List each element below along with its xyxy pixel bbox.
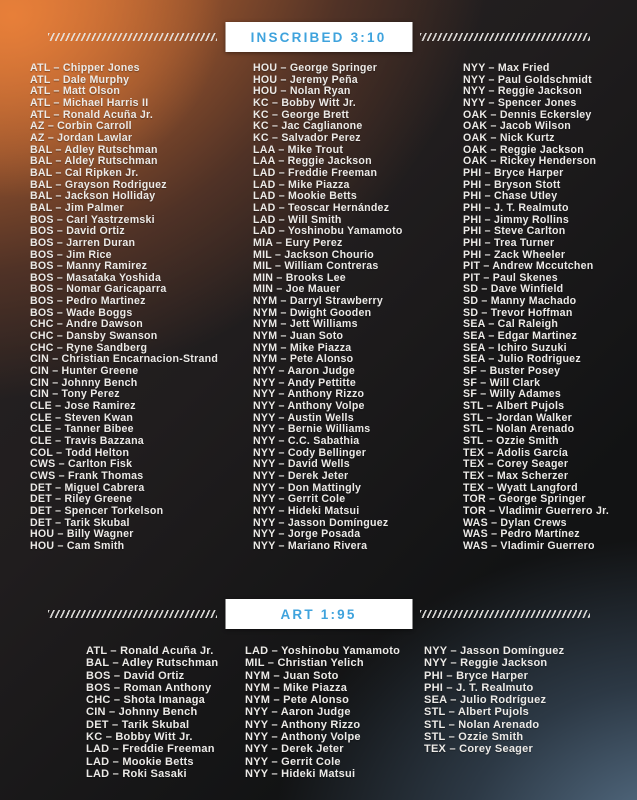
- player-entry: SF – Buster Posey: [463, 365, 561, 378]
- inscribed-title-box: [225, 22, 412, 52]
- art-column-3: [424, 645, 564, 756]
- player-entry: BAL – Aldey Rutschman: [30, 155, 158, 168]
- art-column-1: [86, 645, 218, 780]
- player-entry: ATL – Ronald Acuña Jr.: [86, 645, 214, 657]
- player-entry: DET – Miguel Cabrera: [30, 481, 145, 494]
- player-entry: LAD – Roki Sasaki: [86, 767, 187, 780]
- inscribed-column-1: [30, 63, 218, 553]
- art-title: ART 1:95: [280, 606, 357, 622]
- player-entry: LAD – Yoshinobu Yamamoto: [253, 225, 403, 238]
- player-entry: MIN – Brooks Lee: [253, 271, 346, 284]
- player-entry: BOS – Carl Yastrzemski: [30, 213, 155, 226]
- player-entry: NYY – Hideki Matsui: [245, 767, 356, 780]
- player-entry: NYM – Juan Soto: [253, 330, 344, 343]
- player-entry: HOU – Billy Wagner: [30, 528, 134, 541]
- player-entry: KC – Bobby Witt Jr.: [86, 731, 193, 744]
- player-entry: SEA – Julio Rodriguez: [463, 353, 581, 366]
- player-entry: NYM – Darryl Strawberry: [253, 295, 383, 308]
- player-entry: CIN – Christian Encarnacion-Strand: [30, 353, 219, 366]
- hatch-stripe-left-icon: [48, 33, 217, 41]
- player-entry: CLE – Tanner Bibee: [30, 423, 134, 436]
- inscribed-header: [0, 22, 637, 52]
- player-entry: BAL – Adley Rutschman: [86, 657, 219, 670]
- player-entry: KC – Salvador Perez: [253, 131, 361, 144]
- player-entry: STL – Albert Pujols: [463, 400, 565, 413]
- hatch-stripe-left-icon: [48, 610, 217, 618]
- player-entry: OAK – Reggie Jackson: [463, 143, 584, 156]
- player-entry: CHC – Ryne Sandberg: [30, 341, 148, 354]
- player-entry: CWS – Carlton Fisk: [30, 458, 133, 471]
- player-entry: BOS – Nomar Garicaparra: [30, 283, 167, 296]
- player-entry: NYY – Aaron Judge: [245, 706, 351, 719]
- player-entry: BOS – Pedro Martinez: [30, 295, 146, 308]
- player-entry: NYM – Pete Alonso: [253, 353, 354, 366]
- player-entry: NYM – Jett Williams: [253, 318, 358, 331]
- player-entry: NYY – Reggie Jackson: [463, 85, 583, 98]
- player-entry: STL – Nolan Arenado: [463, 423, 575, 436]
- player-entry: SEA – Cal Raleigh: [463, 318, 559, 331]
- player-entry: NYY – David Wells: [253, 458, 350, 471]
- player-entry: CHC – Dansby Swanson: [30, 330, 158, 343]
- player-entry: NYY – Jasson Domínguez: [253, 516, 389, 529]
- player-entry: BOS – Roman Anthony: [86, 681, 212, 694]
- player-entry: STL – Jordan Walker: [463, 411, 572, 424]
- player-entry: NYY – Anthony Volpe: [245, 731, 361, 744]
- player-entry: PHI – Steve Carlton: [463, 225, 566, 238]
- player-entry: CIN – Tony Perez: [30, 388, 120, 401]
- player-entry: STL – Albert Pujols: [424, 706, 529, 719]
- player-entry: CLE – Steven Kwan: [30, 411, 134, 424]
- player-entry: STL – Ozzie Smith: [463, 435, 559, 447]
- art-column-2: [245, 645, 400, 780]
- player-entry: ATL – Dale Murphy: [30, 73, 130, 86]
- player-entry: SEA – Edgar Martinez: [463, 330, 578, 343]
- player-entry: TOR – George Springer: [463, 493, 586, 506]
- player-entry: LAD – Will Smith: [253, 213, 342, 226]
- player-entry: HOU – Cam Smith: [30, 539, 125, 552]
- player-entry: MIL – William Contreras: [253, 260, 379, 273]
- player-entry: STL – Ozzie Smith: [424, 731, 524, 744]
- inscribed-column-3: [463, 63, 609, 553]
- player-entry: LAD – Mookie Betts: [253, 190, 357, 203]
- player-entry: BAL – Jackson Holliday: [30, 190, 156, 203]
- player-entry: NYY – Gerrit Cole: [253, 493, 346, 506]
- player-entry: CIN – Johnny Bench: [30, 376, 138, 389]
- player-entry: NYY – Cody Bellinger: [253, 446, 367, 459]
- player-entry: MIA – Eury Perez: [253, 236, 343, 249]
- player-entry: NYY – C.C. Sabathia: [253, 435, 360, 447]
- player-entry: SEA – Ichiro Suzuki: [463, 341, 567, 354]
- player-entry: ATL – Michael Harris II: [30, 96, 149, 109]
- player-entry: NYY – Anthony Rizzo: [253, 388, 365, 401]
- player-entry: PHI – J. T. Realmuto: [463, 201, 569, 214]
- player-entry: LAA – Reggie Jackson: [253, 155, 372, 168]
- player-entry: CHC – Shota Imanaga: [86, 694, 206, 707]
- player-entry: LAD – Mike Piazza: [253, 178, 350, 191]
- player-entry: ATL – Matt Olson: [30, 85, 121, 98]
- player-entry: NYY – Derek Jeter: [253, 469, 349, 482]
- player-entry: SD – Trevor Hoffman: [463, 306, 573, 319]
- player-entry: NYM – Mike Piazza: [253, 341, 352, 354]
- player-entry: ATL – Chipper Jones: [30, 62, 140, 74]
- player-entry: OAK – Jacob Wilson: [463, 120, 572, 133]
- player-entry: NYY – Andy Pettitte: [253, 376, 357, 389]
- player-entry: LAD – Mookie Betts: [86, 755, 194, 768]
- player-entry: MIL – Christian Yelich: [245, 657, 364, 670]
- player-entry: SEA – Julio Rodríguez: [424, 694, 547, 707]
- player-entry: MIN – Joe Mauer: [253, 283, 341, 296]
- player-entry: AZ – Corbin Carroll: [30, 120, 132, 133]
- player-entry: ATL – Ronald Acuña Jr.: [30, 108, 154, 121]
- player-entry: NYY – Don Mattingly: [253, 481, 362, 494]
- player-entry: HOU – Jeremy Peña: [253, 73, 358, 86]
- player-entry: CIN – Johnny Bench: [86, 706, 198, 719]
- player-entry: TEX – Corey Seager: [463, 458, 569, 471]
- player-entry: BOS – David Ortiz: [30, 225, 125, 238]
- player-entry: BAL – Jim Palmer: [30, 201, 124, 214]
- player-entry: NYM – Juan Soto: [245, 669, 339, 682]
- player-entry: NYY – Max Fried: [463, 62, 550, 74]
- player-entry: PHI – Bryce Harper: [424, 669, 529, 682]
- player-entry: OAK – Dennis Eckersley: [463, 108, 592, 121]
- player-entry: OAK – Nick Kurtz: [463, 131, 555, 144]
- player-entry: WAS – Dylan Crews: [463, 516, 567, 529]
- art-header: [0, 599, 637, 629]
- player-entry: LAA – Mike Trout: [253, 143, 344, 156]
- player-entry: NYY – Anthony Volpe: [253, 400, 365, 413]
- player-entry: DET – Riley Greene: [30, 493, 133, 506]
- player-entry: PHI – Trea Turner: [463, 236, 555, 249]
- player-entry: PHI – Jimmy Rollins: [463, 213, 570, 226]
- player-entry: CLE – Jose Ramirez: [30, 400, 136, 413]
- player-entry: CIN – Hunter Greene: [30, 365, 139, 378]
- player-entry: NYY – Reggie Jackson: [424, 657, 548, 670]
- player-entry: PHI – Zack Wheeler: [463, 248, 566, 261]
- player-entry: NYY – Hideki Matsui: [253, 504, 360, 517]
- player-entry: BAL – Cal Ripken Jr.: [30, 166, 139, 179]
- player-entry: NYM – Dwight Gooden: [253, 306, 372, 319]
- player-entry: BOS – Wade Boggs: [30, 306, 133, 319]
- player-entry: NYY – Bernie Williams: [253, 423, 371, 436]
- player-entry: TOR – Vladimir Guerrero Jr.: [463, 504, 610, 517]
- player-entry: PHI – J. T. Realmuto: [424, 681, 534, 694]
- player-entry: KC – George Brett: [253, 108, 350, 121]
- hatch-stripe-right-icon: [420, 610, 590, 618]
- player-entry: CLE – Travis Bazzana: [30, 435, 144, 447]
- inscribed-title: INSCRIBED 3:10: [250, 29, 387, 45]
- player-entry: KC – Jac Caglianone: [253, 120, 363, 133]
- player-entry: PHI – Chase Utley: [463, 190, 558, 203]
- player-entry: CHC – Andre Dawson: [30, 318, 144, 331]
- player-entry: HOU – George Springer: [253, 62, 378, 74]
- player-entry: KC – Bobby Witt Jr.: [253, 96, 356, 109]
- player-entry: NYM – Mike Piazza: [245, 681, 348, 694]
- player-entry: NYY – Jasson Domínguez: [424, 645, 565, 657]
- player-entry: LAD – Yoshinobu Yamamoto: [245, 645, 401, 657]
- player-entry: BOS – Manny Ramirez: [30, 260, 148, 273]
- player-entry: PIT – Paul Skenes: [463, 271, 558, 284]
- player-entry: PHI – Bryce Harper: [463, 166, 564, 179]
- player-entry: BAL – Adley Rutschman: [30, 143, 158, 156]
- art-title-box: [225, 599, 412, 629]
- player-entry: BOS – Masataka Yoshida: [30, 271, 162, 284]
- player-entry: DET – Tarik Skubal: [30, 516, 130, 529]
- hatch-stripe-right-icon: [420, 33, 590, 41]
- player-entry: COL – Todd Helton: [30, 446, 130, 459]
- player-entry: NYY – Spencer Jones: [463, 96, 577, 109]
- player-entry: NYY – Gerrit Cole: [245, 755, 341, 768]
- player-entry: WAS – Pedro Martínez: [463, 528, 580, 541]
- player-entry: MIL – Jackson Chourio: [253, 248, 375, 261]
- player-entry: PHI – Bryson Stott: [463, 178, 561, 191]
- player-entry: NYY – Austin Wells: [253, 411, 354, 424]
- player-entry: SD – Dave Winfield: [463, 283, 564, 296]
- player-entry: DET – Spencer Torkelson: [30, 504, 164, 517]
- player-entry: STL – Nolan Arenado: [424, 718, 540, 731]
- player-entry: OAK – Rickey Henderson: [463, 155, 597, 168]
- player-entry: NYY – Anthony Rizzo: [245, 718, 361, 731]
- player-entry: NYY – Mariano Rivera: [253, 539, 368, 552]
- player-entry: LAD – Freddie Freeman: [86, 743, 215, 756]
- player-entry: DET – Tarik Skubal: [86, 718, 190, 731]
- player-entry: TEX – Wyatt Langford: [463, 481, 578, 494]
- player-entry: TEX – Max Scherzer: [463, 469, 569, 482]
- player-entry: CWS – Frank Thomas: [30, 469, 144, 482]
- player-entry: NYY – Jorge Posada: [253, 528, 361, 541]
- player-entry: SF – Will Clark: [463, 376, 541, 389]
- player-entry: PIT – Andrew Mccutchen: [463, 260, 594, 273]
- player-entry: TEX – Corey Seager: [424, 743, 534, 756]
- player-entry: BOS – David Ortiz: [86, 669, 185, 682]
- player-entry: SF – Willy Adames: [463, 388, 561, 401]
- player-entry: NYY – Aaron Judge: [253, 365, 355, 378]
- player-entry: NYM – Pete Alonso: [245, 694, 350, 707]
- player-entry: SD – Manny Machado: [463, 295, 577, 308]
- player-entry: LAD – Freddie Freeman: [253, 166, 378, 179]
- player-entry: WAS – Vladimir Guerrero: [463, 539, 595, 552]
- player-entry: NYY – Paul Goldschmidt: [463, 73, 592, 86]
- player-entry: BOS – Jim Rice: [30, 248, 112, 261]
- player-entry: BAL – Grayson Rodriguez: [30, 178, 167, 191]
- player-entry: HOU – Nolan Ryan: [253, 85, 351, 98]
- player-entry: NYY – Derek Jeter: [245, 743, 344, 756]
- player-entry: BOS – Jarren Duran: [30, 236, 136, 249]
- inscribed-column-2: [253, 63, 403, 553]
- player-entry: LAD – Teoscar Hernández: [253, 201, 390, 214]
- player-entry: TEX – Adolis García: [463, 446, 569, 459]
- player-entry: AZ – Jordan Lawlar: [30, 131, 133, 144]
